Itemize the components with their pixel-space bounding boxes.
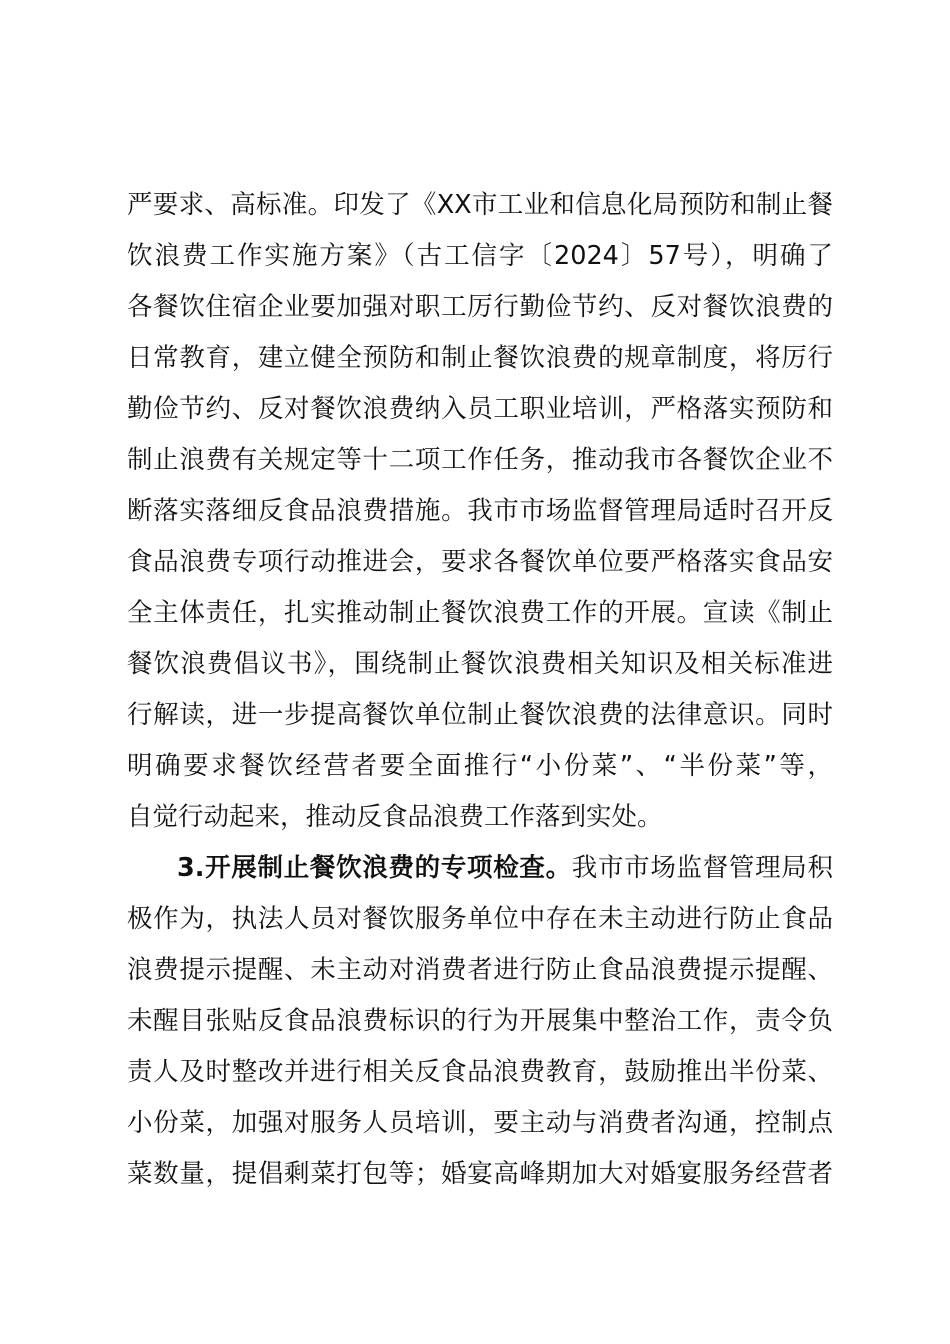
text-line: 全主体责任，扎实推动制止餐饮浪费工作的开展。宣读《制止 — [127, 598, 833, 628]
text-line: 餐饮浪费倡议书》，围绕制止餐饮浪费相关知识及相关标准进 — [127, 649, 833, 679]
text-line: 极作为，执法人员对餐饮服务单位中存在未主动进行防止食品 — [127, 904, 833, 934]
text-line: 制止浪费有关规定等十二项工作任务，推动我市各餐饮企业不 — [127, 445, 833, 475]
text-line: 饮浪费工作实施方案》（古工信字〔2024〕57号），明确了 — [127, 241, 833, 271]
text-line: 日常教育，建立健全预防和制止餐饮浪费的规章制度，将厉行 — [127, 343, 833, 373]
text-line: 断落实落细反食品浪费措施。我市市场监督管理局适时召开反 — [127, 496, 833, 526]
body-text — [127, 180, 833, 1200]
section-first-line — [127, 843, 833, 894]
text-line: 各餐饮住宿企业要加强对职工厉行勤俭节约、反对餐饮浪费的 — [127, 292, 833, 322]
text-line: 行解读，进一步提高餐饮单位制止餐饮浪费的法律意识。同时 — [127, 700, 833, 730]
text-line: 菜数量，提倡剩菜打包等；婚宴高峰期加大对婚宴服务经营者 — [127, 1159, 833, 1189]
text-line: 食品浪费专项行动推进会，要求各餐饮单位要严格落实食品安 — [127, 547, 833, 577]
text-line: 严要求、高标准。印发了《XX市工业和信息化局预防和制止餐 — [127, 190, 833, 220]
text-line: 明确要求餐饮经营者要全面推行“小份菜”、“半份菜”等， — [127, 751, 833, 781]
text-line: 小份菜，加强对服务人员培训，要主动与消费者沟通，控制点 — [127, 1108, 833, 1138]
text-line: 责人及时整改并进行相关反食品浪费教育，鼓励推出半份菜、 — [127, 1057, 833, 1087]
text-line: 勤俭节约、反对餐饮浪费纳入员工职业培训，严格落实预防和 — [127, 394, 833, 424]
text-line: 自觉行动起来，推动反食品浪费工作落到实处。 — [127, 802, 663, 832]
text-line: 未醒目张贴反食品浪费标识的行为开展集中整治工作，责令负 — [127, 1006, 833, 1036]
section-first-line-text: 我市市场监督管理局积 — [571, 853, 833, 883]
text-line: 浪费提示提醒、未主动对消费者进行防止食品浪费提示提醒、 — [127, 955, 833, 985]
section-heading: 3.开展制止餐饮浪费的专项检查。 — [177, 853, 572, 883]
